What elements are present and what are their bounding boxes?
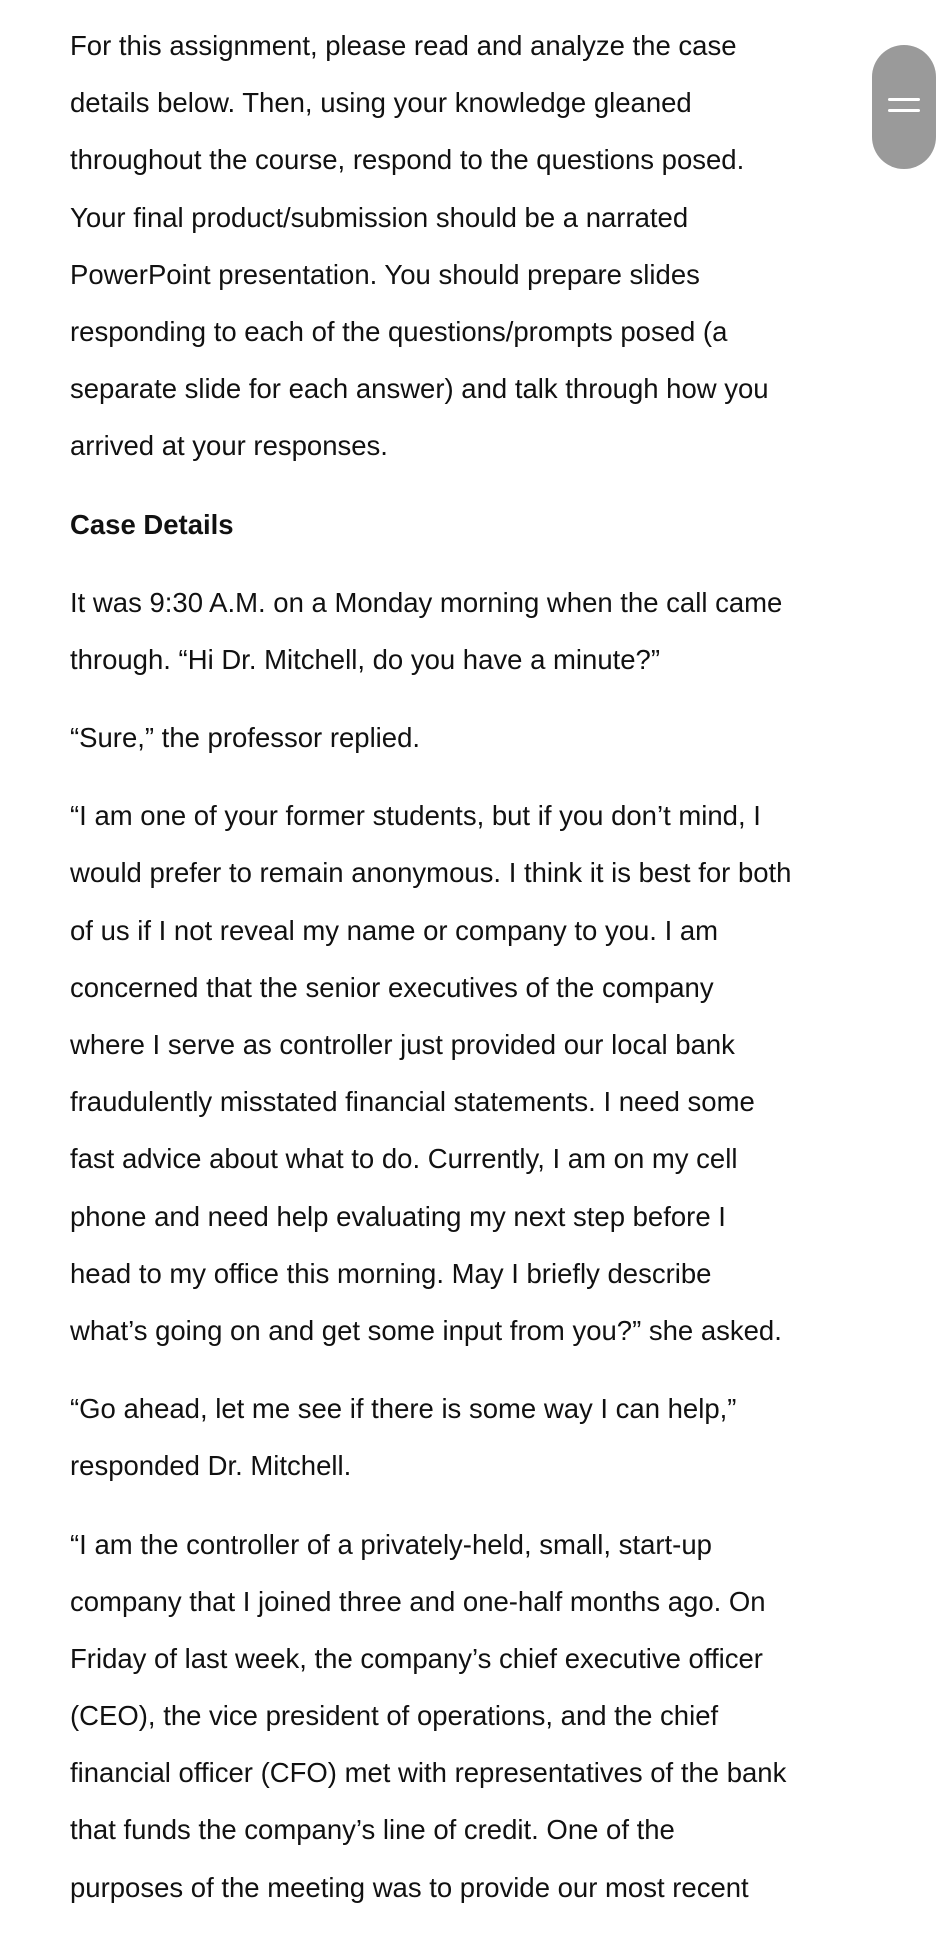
text-line: fast advice about what to do. Currently, I am on my cell bbox=[70, 1143, 738, 1175]
case-paragraph-1 bbox=[70, 574, 890, 688]
text-line: details below. Then, using your knowledge gleaned bbox=[70, 87, 692, 119]
section-heading: Case Details bbox=[70, 508, 234, 540]
text-line: responded Dr. Mitchell. bbox=[70, 1450, 352, 1482]
hamburger-icon bbox=[888, 98, 920, 101]
text-line: head to my office this morning. May I briefly describe bbox=[70, 1257, 712, 1289]
text-line: company that I joined three and one-half months ago. On bbox=[70, 1585, 766, 1617]
text-line: through. “Hi Dr. Mitchell, do you have a minute?” bbox=[70, 643, 661, 675]
hamburger-icon-line bbox=[888, 109, 920, 112]
text-line: Friday of last week, the company’s chief executive officer bbox=[70, 1642, 763, 1674]
text-line: Your final product/submission should be a narrated bbox=[70, 201, 689, 233]
case-paragraph-5 bbox=[70, 1516, 890, 1916]
text-line: fraudulently misstated financial statements. I need some bbox=[70, 1086, 755, 1118]
text-line: “I am one of your former students, but if you don’t mind, I bbox=[70, 800, 761, 832]
text-line: “Go ahead, let me see if there is some way I can help,” bbox=[70, 1393, 737, 1425]
text-line: PowerPoint presentation. You should prepare slides bbox=[70, 258, 700, 290]
case-paragraph-2 bbox=[70, 709, 890, 766]
text-line: “I am the controller of a privately-held, small, start-up bbox=[70, 1528, 712, 1560]
text-line: of us if I not reveal my name or company to you. I am bbox=[70, 914, 719, 946]
text-line: separate slide for each answer) and talk through how you bbox=[70, 373, 769, 405]
document-body bbox=[70, 17, 890, 1937]
text-line: purposes of the meeting was to provide our most recent bbox=[70, 1871, 749, 1903]
text-line: arrived at your responses. bbox=[70, 430, 388, 462]
text-line: would prefer to remain anonymous. I think it is best for both bbox=[70, 857, 792, 889]
text-line: throughout the course, respond to the questions posed. bbox=[70, 144, 745, 176]
text-line: (CEO), the vice president of operations, and the chief bbox=[70, 1700, 719, 1732]
text-line: “Sure,” the professor replied. bbox=[70, 722, 421, 754]
text-line: concerned that the senior executives of the company bbox=[70, 971, 714, 1003]
text-line: responding to each of the questions/prompts posed (a bbox=[70, 315, 728, 347]
text-line: that funds the company’s line of credit. One of the bbox=[70, 1814, 675, 1846]
text-line: financial officer (CFO) met with representatives of the bank bbox=[70, 1757, 787, 1789]
text-line: For this assignment, please read and analyze the case bbox=[70, 30, 737, 61]
text-line: where I serve as controller just provided our local bank bbox=[70, 1029, 735, 1061]
text-line: It was 9:30 A.M. on a Monday morning when the call came bbox=[70, 586, 783, 618]
scroll-handle[interactable] bbox=[872, 45, 936, 169]
case-paragraph-3 bbox=[70, 787, 890, 1359]
text-line: phone and need help evaluating my next step before I bbox=[70, 1200, 726, 1232]
text-line: what’s going on and get some input from you?” she asked. bbox=[70, 1314, 782, 1346]
case-paragraph-4 bbox=[70, 1380, 890, 1494]
intro-paragraph bbox=[70, 17, 890, 475]
